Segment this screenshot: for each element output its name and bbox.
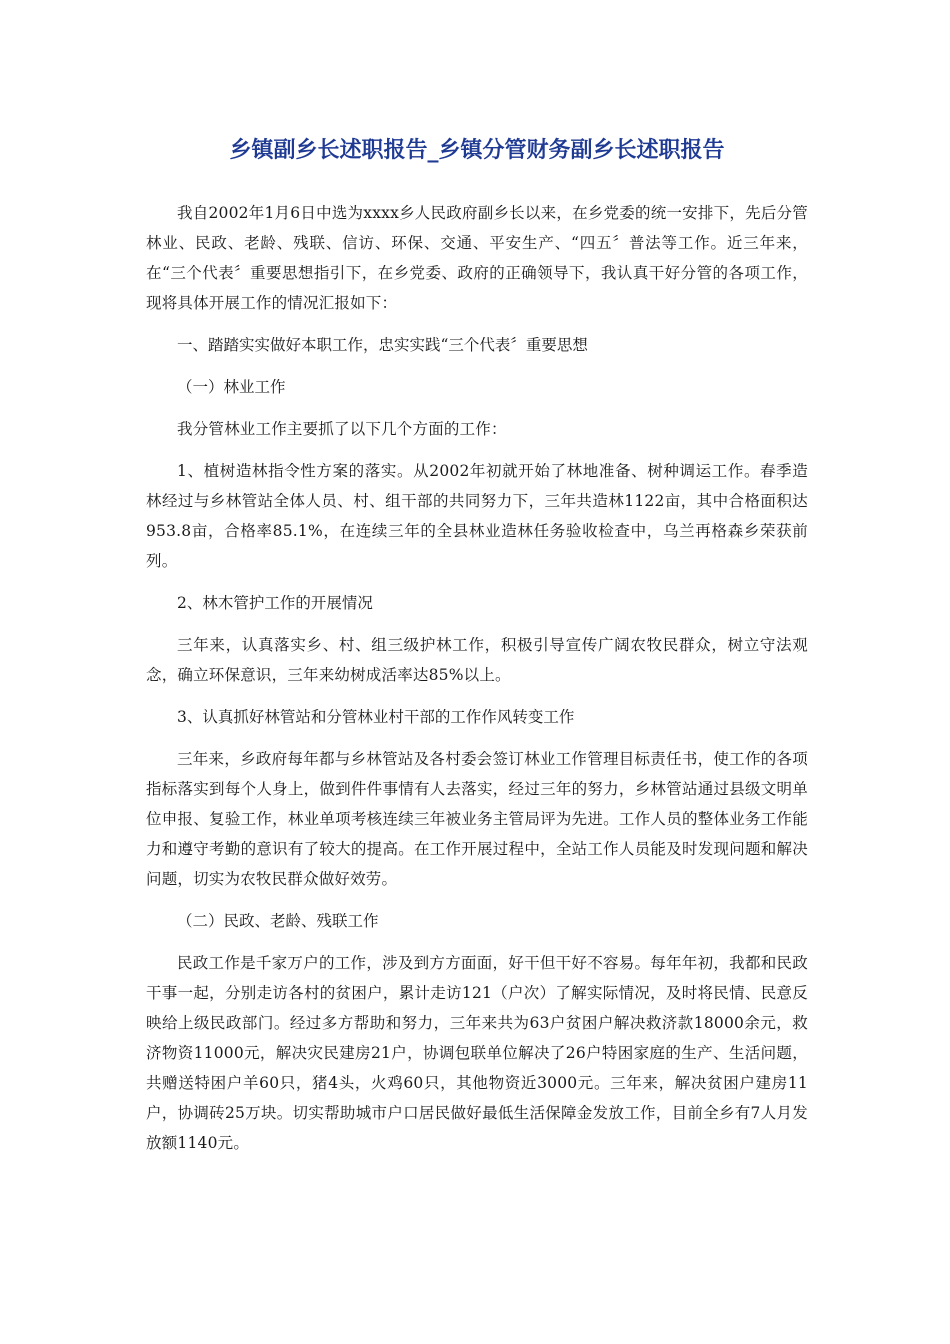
civil-affairs-paragraph: 民政工作是千家万户的工作，涉及到方方面面，好干但干好不容易。每年年初，我都和民政干事一起，分别走访各村的贫困户，累计走访121（户次）了解实际情况，及时将民情、民意反映给上级民政部门。经过多方帮助和努力，三年来共为63户贫困户解决救济款18000余元，救济物资11000元，解决灾民建房21户，协调包联单位解决了26户特困家庭的生产、生活问题，共赠送特困户羊60只，猪4头，火鸡60只，其他物资近3000元。三年来，解决贫困户建房11户，协调砖25万块。切实帮助城市户口居民做好最低生活保障金发放工作，目前全乡有7人月发放额1140元。 xyxy=(146,954,808,1152)
forestry-intro-paragraph: 我分管林业工作主要抓了以下几个方面的工作： xyxy=(177,420,507,438)
document-title: 乡镇副乡长述职报告_乡镇分管财务副乡长述职报告 xyxy=(229,138,725,163)
subsection-heading-forestry: （一）林业工作 xyxy=(177,378,286,396)
subsection-heading-civil-affairs: （二）民政、老龄、残联工作 xyxy=(177,912,379,930)
intro-paragraph: 我自2002年1月6日中选为xxxx乡人民政府副乡长以来，在乡党委的统一安排下，先后分管林业、民政、老龄、残联、信访、环保、交通、平安生产、“四五〞普法等工作。近三年来，在“三个代表〞重要思想指引下，在乡党委、政府的正确领导下，我认真干好分管的各项工作，现将具体开展工作的情况汇报如下： xyxy=(146,204,808,312)
forestry-item-3-paragraph: 三年来，乡政府每年都与乡林管站及各村委会签订林业工作管理目标责任书，使工作的各项指标落实到每个人身上，做到件件事情有人去落实，经过三年的努力，乡林管站通过县级文明单位申报、复验工作，林业单项考核连续三年被业务主管局评为先进。工作人员的整体业务工作能力和遵守考勤的意识有了较大的提高。在工作开展过程中，全站工作人员能及时发现问题和解决问题，切实为农牧民群众做好效劳。 xyxy=(146,750,808,888)
section-heading-1: 一、踏踏实实做好本职工作，忠实实践“三个代表〞重要思想 xyxy=(177,336,588,354)
forestry-item-3-heading: 3、认真抓好林管站和分管林业村干部的工作作风转变工作 xyxy=(177,708,575,726)
document-page xyxy=(146,128,808,1170)
forestry-item-2-paragraph: 三年来，认真落实乡、村、组三级护林工作，积极引导宣传广阔农牧民群众，树立守法观念，确立环保意识，三年来幼树成活率达85%以上。 xyxy=(146,636,808,684)
forestry-item-2-heading: 2、林木管护工作的开展情况 xyxy=(177,594,373,612)
forestry-item-1-paragraph: 1、植树造林指令性方案的落实。从2002年初就开始了林地准备、树种调运工作。春季造林经过与乡林管站全体人员、村、组干部的共同努力下，三年共造林1122亩，其中合格面积达953.8亩，合格率85.1%，在连续三年的全县林业造林任务验收检查中，乌兰再格森乡荣获前列。 xyxy=(146,462,808,570)
